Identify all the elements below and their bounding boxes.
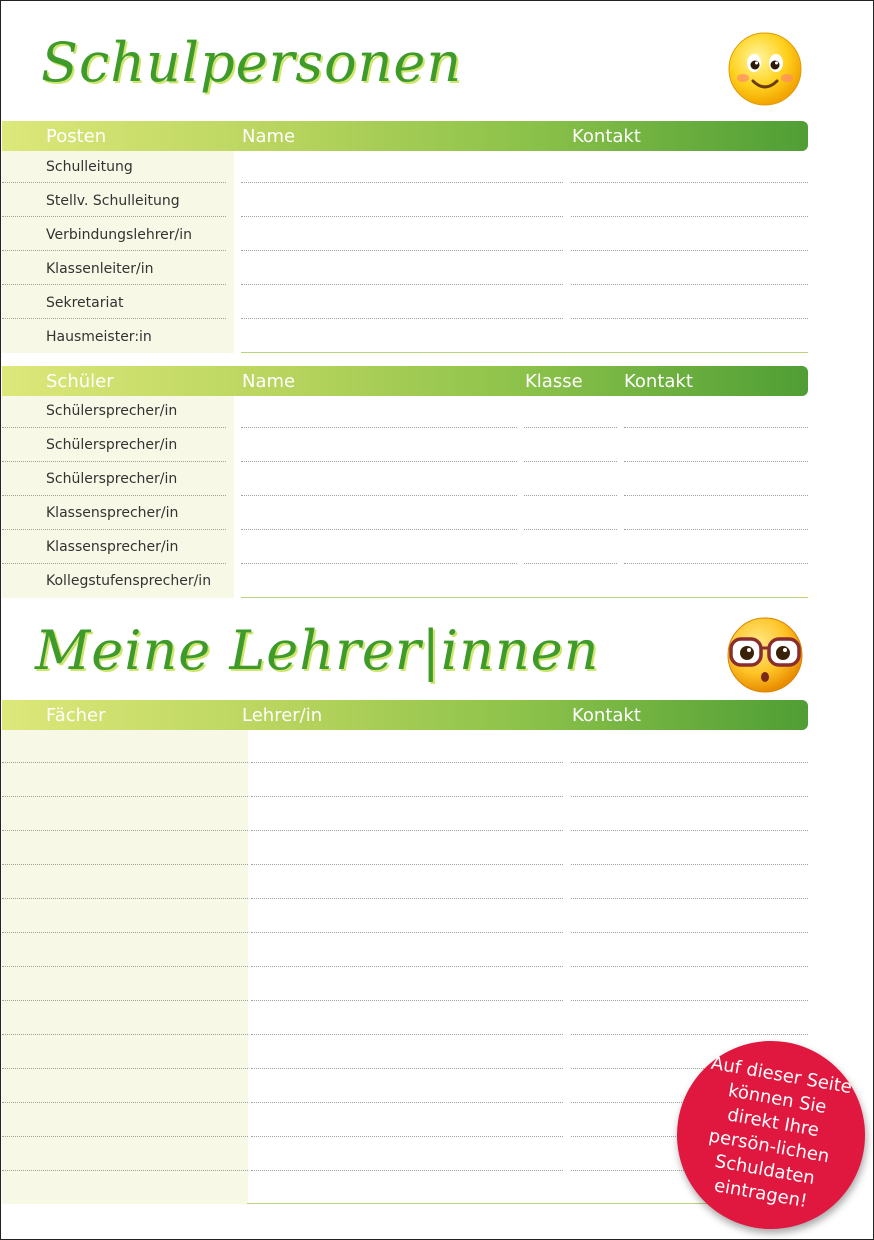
lehrer-field-line[interactable] <box>251 932 563 933</box>
row-divider <box>2 495 226 496</box>
section-bottom-line <box>241 352 808 353</box>
header-kontakt: Kontakt <box>572 126 641 147</box>
row-divider <box>2 563 226 564</box>
row-divider <box>2 216 226 217</box>
lehrer-field-line[interactable] <box>251 966 563 967</box>
header-schueler: Schüler <box>46 371 114 392</box>
lehrer-field-line[interactable] <box>251 1000 563 1001</box>
kontakt-field-line[interactable] <box>624 461 808 462</box>
name-field-line[interactable] <box>241 182 563 183</box>
header-posten: Posten <box>46 126 107 147</box>
row-label: Schülersprecher/in <box>46 471 178 487</box>
section-title-schulpersonen: Schulpersonen <box>41 31 463 94</box>
row-label: Stellv. Schulleitung <box>46 193 180 209</box>
header-kontakt: Kontakt <box>572 705 641 726</box>
row-label: Kollegstufensprecher/in <box>46 573 212 589</box>
row-divider <box>2 318 226 319</box>
badge-text: Auf dieser Seite können Sie direkt Ihre persön-lichen Schuldaten eintragen! <box>707 1052 854 1213</box>
faecher-field-line[interactable] <box>2 1000 248 1001</box>
lehrer-field-line[interactable] <box>251 830 563 831</box>
faecher-field-line[interactable] <box>2 796 248 797</box>
section-bottom-line <box>241 597 808 598</box>
kontakt-field-line[interactable] <box>571 864 808 865</box>
faecher-field-line[interactable] <box>2 864 248 865</box>
row-label: Verbindungslehrer/in <box>46 227 192 243</box>
row-label: Schülersprecher/in <box>46 437 178 453</box>
row-label: Hausmeister:in <box>46 329 152 345</box>
row-divider <box>2 529 226 530</box>
lehrer-field-line[interactable] <box>251 1034 563 1035</box>
row-label: Klassenleiter/in <box>46 261 154 277</box>
klasse-field-line[interactable] <box>524 461 617 462</box>
klasse-field-line[interactable] <box>524 563 617 564</box>
row-label: Schülersprecher/in <box>46 403 178 419</box>
kontakt-field-line[interactable] <box>571 762 808 763</box>
klasse-field-line[interactable] <box>524 529 617 530</box>
kontakt-field-line[interactable] <box>571 284 808 285</box>
row-divider <box>2 250 226 251</box>
name-field-line[interactable] <box>241 284 563 285</box>
row-label: Sekretariat <box>46 295 124 311</box>
lehrer-field-line[interactable] <box>251 762 563 763</box>
row-divider <box>2 284 226 285</box>
lehrer-field-line[interactable] <box>251 1102 563 1103</box>
name-field-line[interactable] <box>241 216 563 217</box>
kontakt-field-line[interactable] <box>571 216 808 217</box>
lehrer-field-line[interactable] <box>251 796 563 797</box>
faecher-field-line[interactable] <box>2 966 248 967</box>
faecher-field-line[interactable] <box>2 762 248 763</box>
header-kontakt: Kontakt <box>624 371 693 392</box>
faecher-field-line[interactable] <box>2 932 248 933</box>
kontakt-field-line[interactable] <box>571 932 808 933</box>
name-field-line[interactable] <box>241 250 563 251</box>
header-bar-lehrer <box>2 700 808 730</box>
kontakt-field-line[interactable] <box>624 427 808 428</box>
kontakt-field-line[interactable] <box>571 182 808 183</box>
lehrer-field-line[interactable] <box>251 1068 563 1069</box>
faecher-field-line[interactable] <box>2 898 248 899</box>
nerd-glasses-face-icon <box>723 615 807 695</box>
kontakt-field-line[interactable] <box>571 966 808 967</box>
faecher-field-line[interactable] <box>2 1068 248 1069</box>
header-lehrer: Lehrer/in <box>242 705 323 726</box>
section-title-lehrer: Meine Lehrer|innen <box>35 619 600 682</box>
smiley-face-icon <box>727 31 803 107</box>
header-faecher: Fächer <box>46 705 106 726</box>
kontakt-field-line[interactable] <box>571 1000 808 1001</box>
lehrer-field-line[interactable] <box>251 1136 563 1137</box>
info-badge <box>662 1026 874 1240</box>
kontakt-field-line[interactable] <box>571 318 808 319</box>
faecher-column <box>2 730 248 1204</box>
row-divider <box>2 461 226 462</box>
kontakt-field-line[interactable] <box>571 796 808 797</box>
faecher-field-line[interactable] <box>2 1102 248 1103</box>
row-divider <box>2 427 226 428</box>
header-bar-schulpersonen <box>2 121 808 151</box>
kontakt-field-line[interactable] <box>624 529 808 530</box>
faecher-field-line[interactable] <box>2 1034 248 1035</box>
klasse-field-line[interactable] <box>524 495 617 496</box>
kontakt-field-line[interactable] <box>624 563 808 564</box>
name-field-line[interactable] <box>241 318 563 319</box>
row-label: Klassensprecher/in <box>46 539 179 555</box>
name-field-line[interactable] <box>241 461 517 462</box>
header-bar-schueler <box>2 366 808 396</box>
header-name: Name <box>242 371 296 392</box>
faecher-field-line[interactable] <box>2 1136 248 1137</box>
kontakt-field-line[interactable] <box>571 250 808 251</box>
faecher-field-line[interactable] <box>2 830 248 831</box>
name-field-line[interactable] <box>241 427 517 428</box>
row-label: Schulleitung <box>46 159 133 175</box>
name-field-line[interactable] <box>241 495 517 496</box>
lehrer-field-line[interactable] <box>251 1170 563 1171</box>
lehrer-field-line[interactable] <box>251 898 563 899</box>
row-label: Klassensprecher/in <box>46 505 179 521</box>
header-name: Name <box>242 126 296 147</box>
klasse-field-line[interactable] <box>524 427 617 428</box>
faecher-field-line[interactable] <box>2 1170 248 1171</box>
kontakt-field-line[interactable] <box>571 830 808 831</box>
row-divider <box>2 182 226 183</box>
kontakt-field-line[interactable] <box>571 898 808 899</box>
kontakt-field-line[interactable] <box>571 1034 808 1035</box>
kontakt-field-line[interactable] <box>624 495 808 496</box>
name-field-line[interactable] <box>241 529 517 530</box>
header-klasse: Klasse <box>525 371 583 392</box>
lehrer-field-line[interactable] <box>251 864 563 865</box>
name-field-line[interactable] <box>241 563 517 564</box>
